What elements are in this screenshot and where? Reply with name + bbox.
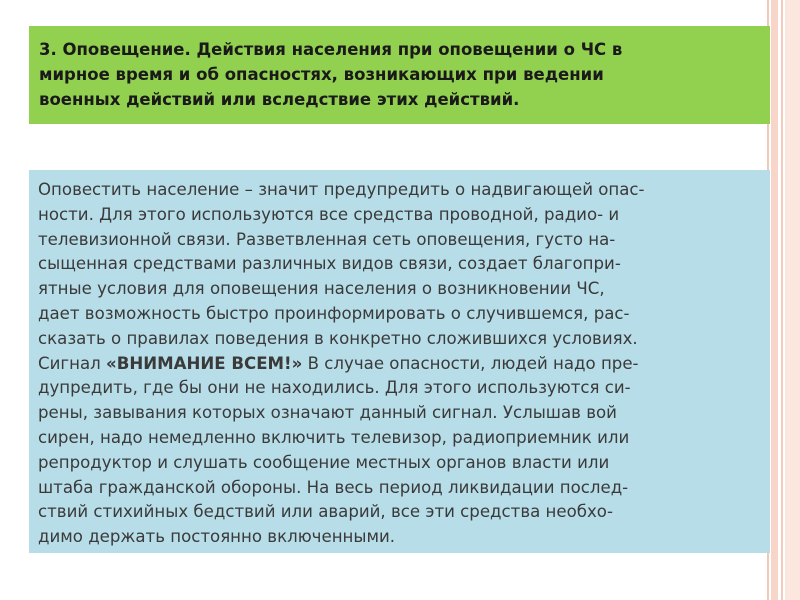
decor-stripe bbox=[771, 0, 778, 600]
signal-name: «ВНИМАНИЕ ВСЕМ!» bbox=[106, 353, 303, 373]
slide-title: 3. Оповещение. Действия населения при оповещении о ЧС в мирное время и об опасностях, возникающих при ведении военных действий или вследствие этих действий. bbox=[39, 40, 623, 109]
signal-description: В случае опасности, людей надо пре- дупредить, где бы они не находились. Для этого используются си- рены, завывания которых означают данный сигнал. Услышав вой сирен, надо немедленно включить телевизор, радиоприемник или репродуктор и слушать сообщение местных органов власти или штаба гражданской обороны. На весь период ликвидации послед- ствий стихийных бедствий или аварий, все эти средства необхо- димо держать постоянно включенными. bbox=[38, 353, 639, 547]
paragraph-notification: Оповестить население – значит предупредить о надвигающей опас- ности. Для этого используются все средства проводной, радио- и телевизионной связи. Разветвленная сеть оповещения, густо на- сыщенная средствами различных видов связи, создает благопри- ятные условия для оповещения населения о возникновении ЧС, дает возможность быстро проинформировать о случившемся, рас- сказать о правилах поведения в конкретно сложившихся условиях. bbox=[38, 180, 645, 348]
body-text-box bbox=[29, 170, 770, 553]
paragraph-signal bbox=[38, 352, 760, 550]
decor-stripe bbox=[781, 0, 783, 600]
signal-prefix: Сигнал bbox=[38, 353, 106, 373]
title-box bbox=[29, 26, 770, 124]
decor-stripe bbox=[785, 0, 800, 600]
